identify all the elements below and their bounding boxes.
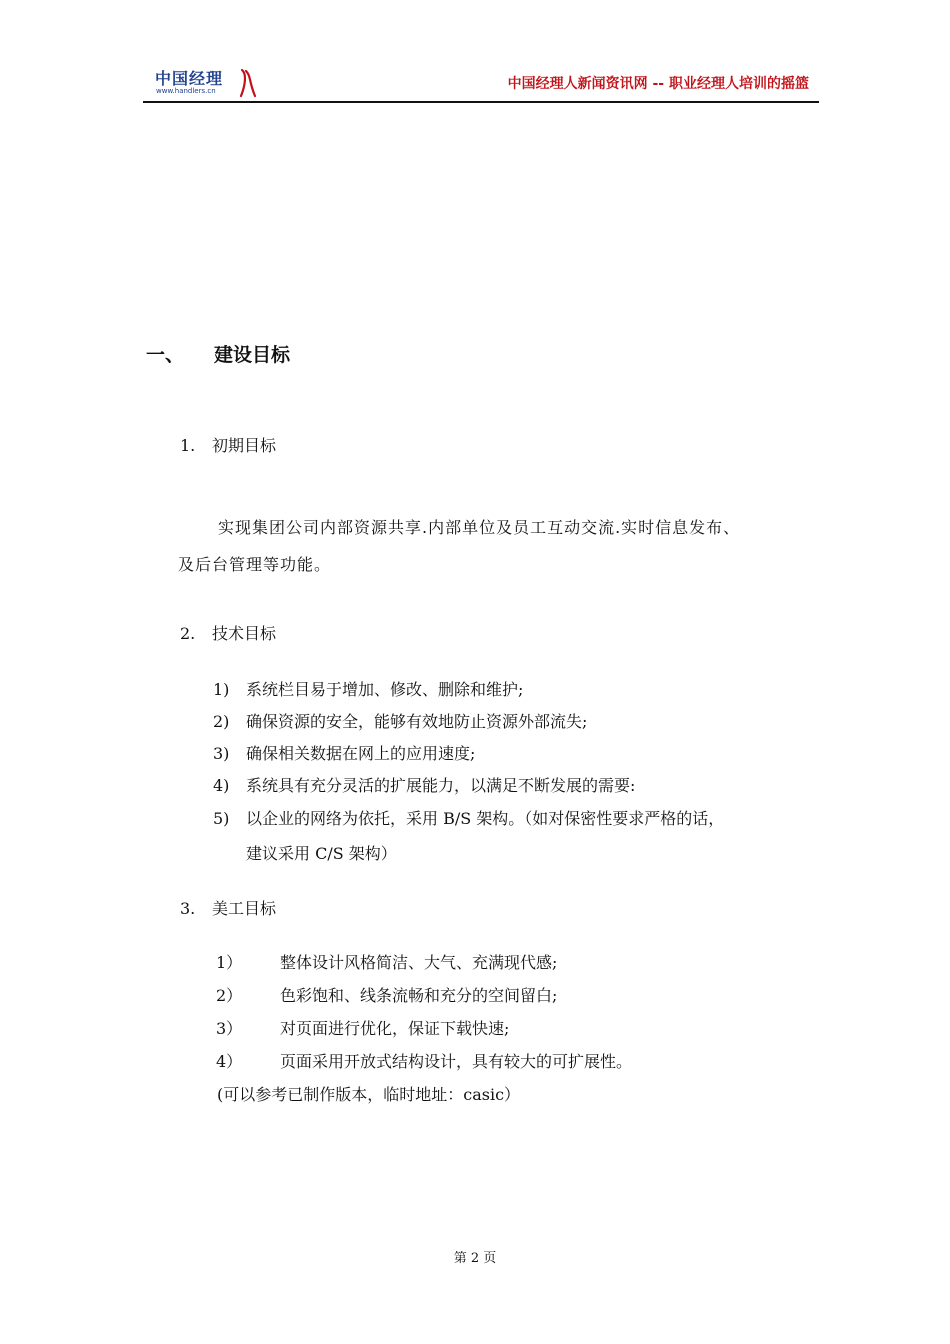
list-text: 以企业的网络为依托，采用 B/S 架构。（如对保密性要求严格的话， [246,809,725,828]
list-item [213,709,587,732]
list-text: 系统栏目易于增加、修改、删除和维护; [246,680,524,699]
list-marker: 2） [216,986,243,1005]
goal3-number: 3. [180,899,196,918]
list-item [213,741,475,764]
list-text: 确保相关数据在网上的应用速度; [246,744,476,763]
list-text: 对页面进行优化，保证下载快速; [280,1019,510,1038]
list-item-continuation: 建议采用 C/S 架构） [246,844,397,863]
list-marker: 2) [213,712,230,731]
list-text: 色彩饱和、线条流畅和充分的空间留白; [280,986,558,1005]
list-item [213,806,724,829]
list-marker: 1) [213,680,230,699]
header-tagline: 中国经理人新闻资讯网 -- 职业经理人培训的摇篮 [507,76,809,92]
goal1-paragraph-line1: 实现集团公司内部资源共享.内部单位及员工互动交流.实时信息发布、 [218,518,741,537]
page-header [143,62,819,104]
list-marker: 3） [216,1019,243,1038]
logo-mark-icon [239,68,257,98]
list-item [216,950,557,973]
list-text: 确保资源的安全，能够有效地防止资源外部流失; [246,712,588,731]
list-item [216,1016,509,1039]
list-marker: 4） [216,1052,243,1071]
list-text: 整体设计风格简洁、大气、充满现代感; [280,953,558,972]
list-marker: 1） [216,953,243,972]
goal3-heading [180,896,276,919]
list-text: 系统具有充分灵活的扩展能力，以满足不断发展的需要: [246,776,636,795]
goal1-title: 初期目标 [212,436,277,455]
goal2-title: 技术目标 [212,624,277,643]
goal3-note: (可以参考已制作版本，临时地址：casic） [217,1085,521,1104]
list-item [213,773,635,796]
header-divider [143,101,819,103]
list-marker: 5) [213,809,230,828]
logo-text: 中国经理 [155,69,224,88]
section-number: 一、 [146,344,185,366]
list-item [216,1049,632,1072]
page-number: 第 2 页 [453,1251,497,1266]
goal2-heading [180,621,276,644]
list-text: 页面采用开放式结构设计，具有较大的可扩展性。 [280,1052,633,1071]
logo [155,66,255,98]
goal1-paragraph-line2: 及后台管理等功能。 [178,555,332,574]
goal3-title: 美工目标 [212,899,277,918]
list-item [213,677,523,700]
goal2-number: 2. [180,624,196,643]
list-item [216,983,557,1006]
list-marker: 4) [213,776,230,795]
goal1-number: 1. [180,436,196,455]
section-title: 建设目标 [214,344,291,366]
logo-url: www.handlers.cn [156,87,216,95]
goal1-heading [180,433,276,456]
section-heading [146,340,290,367]
list-marker: 3) [213,744,230,763]
